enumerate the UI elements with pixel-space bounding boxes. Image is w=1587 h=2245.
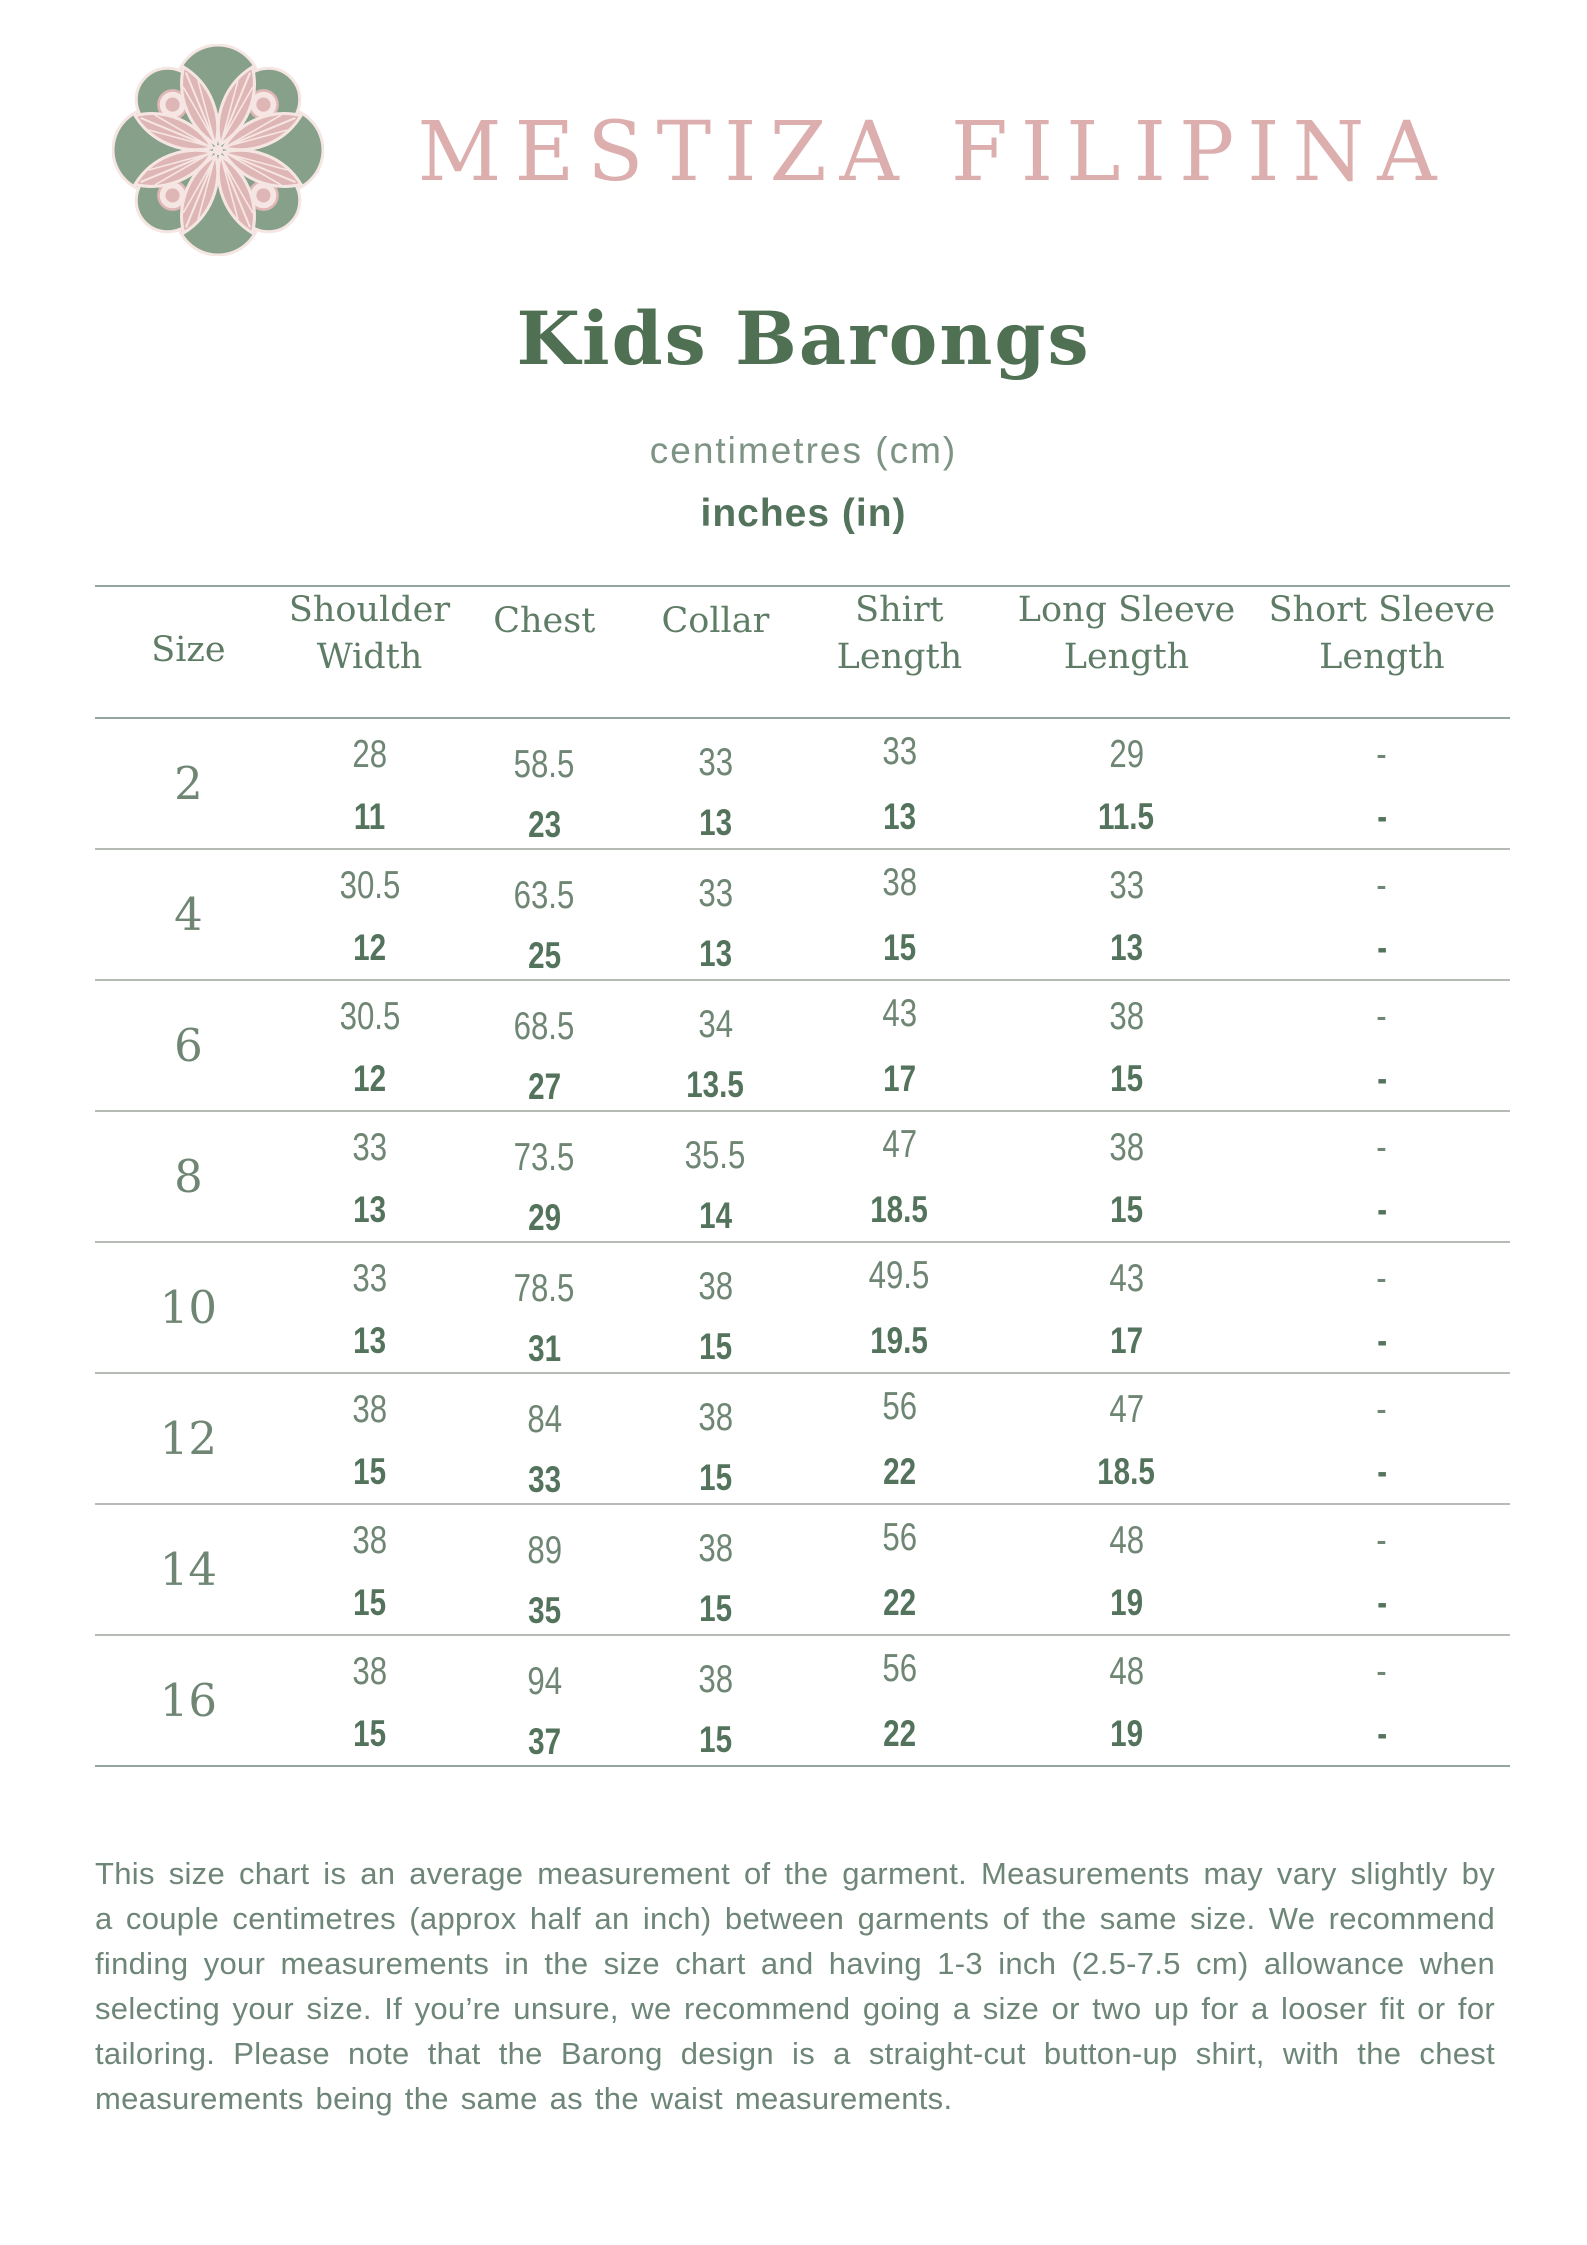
table-row [95,1505,1510,1636]
table-row [95,850,1510,981]
cm-value: - [1376,1650,1388,1693]
measurement-cell [282,1636,457,1765]
measurement-cell [282,719,457,848]
size-value: 2 [174,757,203,810]
table-row [95,1112,1510,1243]
inch-value: 17 [1110,1320,1143,1361]
measurement-cell [631,1505,799,1634]
inch-value: 33 [527,1459,561,1500]
inch-value: - [1376,1713,1387,1754]
cm-value: 33 [1109,864,1144,907]
column-header-size: Size [151,629,226,670]
measurement-cell [457,850,631,979]
column-header-chest: Chest [493,600,596,641]
inch-value: 37 [527,1721,561,1762]
size-value: 4 [174,888,203,941]
footnote-text: This size chart is an average measurement of the garment. Measurements may vary slightly by a couple centimetres (approx half an inch) between garments of the same size. We recommend finding your measurements in the size chart and having 1-3 inch (2.5-7.5 cm) allowance when selecting your size. If you’re unsure, we recommend going a size or two up for a looser fit or for tailoring. Please note that the Barong design is a straight-cut button-up shirt, with the chest measurements being the same as the waist measurements. [95,1856,1495,2116]
inch-value: 22 [882,1451,916,1492]
measurement-cell [999,981,1254,1110]
brand-name: MESTIZA FILIPINA [417,105,1450,200]
inch-value: 17 [882,1058,916,1099]
inch-value: - [1376,796,1387,837]
measurement-cell [1254,1374,1510,1503]
measurement-cell [800,1243,1000,1372]
cm-value: 38 [352,1388,387,1431]
measurement-cell [631,1243,799,1372]
size-table-body [95,719,1510,1767]
cm-value: 48 [1109,1650,1144,1693]
cm-value: 34 [698,1003,733,1046]
cm-value: 56 [882,1385,917,1428]
cm-value: 30.5 [339,864,400,907]
measurement-cell [631,981,799,1110]
measurement-cell [457,1112,631,1241]
cm-value: 38 [698,1658,733,1701]
inch-value: 11.5 [1098,796,1155,837]
inch-value: 13 [353,1320,386,1361]
size-value: 16 [159,1674,218,1727]
inch-value: 27 [527,1066,561,1107]
inch-value: 23 [527,804,561,845]
cm-value: 38 [1109,1126,1144,1169]
table-row [95,981,1510,1112]
cm-value: 35.5 [685,1134,746,1177]
inch-value: 15 [698,1719,732,1760]
cm-value: 38 [1109,995,1144,1038]
measurement-cell [1254,1243,1510,1372]
measurement-cell [800,1374,1000,1503]
inch-value: 18.5 [1097,1451,1156,1492]
inch-value: 22 [882,1582,916,1623]
cm-value: 28 [352,733,387,776]
table-row [95,719,1510,850]
cm-value: 33 [352,1257,387,1300]
measurement-cell [282,1374,457,1503]
measurement-cell [282,1112,457,1241]
inch-value: 18.5 [870,1189,929,1230]
table-row [95,1374,1510,1505]
inch-value: - [1376,1582,1387,1623]
measurement-cell [999,1505,1254,1634]
inch-value: 29 [527,1197,561,1238]
measurement-cell [631,1636,799,1765]
measurement-cell [282,1505,457,1634]
cm-value: 29 [1109,733,1144,776]
inch-value: 15 [698,1588,732,1629]
brand-logo [112,44,324,256]
measurement-cell [1254,1112,1510,1241]
measurement-cell [282,1243,457,1372]
measurement-cell [1254,1636,1510,1765]
cm-value: - [1376,1126,1388,1169]
inch-value: 22 [882,1713,916,1754]
inch-value: - [1376,1320,1387,1361]
size-value: 6 [174,1019,203,1072]
cm-value: 38 [698,1265,733,1308]
column-header-long-sleeve-length: Long Sleeve Length [1017,590,1236,678]
inch-value: 13 [698,933,732,974]
cm-value: 68.5 [513,1005,575,1048]
cm-value: 58.5 [513,743,575,786]
cm-value: 30.5 [339,995,400,1038]
cm-value: - [1376,864,1388,907]
cm-value: 78.5 [513,1267,575,1310]
inch-value: 12 [353,1058,386,1099]
inch-value: 13.5 [686,1064,745,1105]
cm-value: 38 [698,1396,733,1439]
measurement-cell [457,719,631,848]
size-table [95,585,1510,1767]
inch-value: 15 [1110,1058,1143,1099]
inch-value: 13 [353,1189,386,1230]
measurement-cell [282,850,457,979]
cm-value: 49.5 [869,1254,930,1297]
measurement-cell [800,850,1000,979]
inch-value: 19.5 [870,1320,929,1361]
measurement-cell [282,981,457,1110]
inch-value: - [1376,1451,1387,1492]
units-cm-label: centimetres (cm) [649,430,958,471]
table-row [95,1636,1510,1767]
column-header-short-sleeve-length: Short Sleeve Length [1268,590,1496,678]
column-header-collar: Collar [661,600,770,641]
measurement-cell [457,981,631,1110]
cm-value: 38 [352,1650,387,1693]
inch-value: 11 [353,796,386,837]
cm-value: 94 [526,1660,562,1703]
measurement-cell [1254,850,1510,979]
inch-value: 19 [1110,1713,1143,1754]
page-title: Kids Barongs [516,295,1091,382]
inch-value: 15 [1110,1189,1143,1230]
cm-value: 43 [1109,1257,1144,1300]
inch-value: 15 [698,1326,732,1367]
size-table-header [95,585,1510,719]
measurement-cell [1254,1505,1510,1634]
column-header-shoulder-width: Shoulder Width [288,590,451,678]
cm-value: 84 [526,1398,562,1441]
cm-value: - [1376,1257,1388,1300]
measurement-cell [457,1374,631,1503]
measurement-cell [800,1505,1000,1634]
cm-value: 38 [882,861,917,904]
measurement-cell [800,1112,1000,1241]
inch-value: 15 [353,1713,386,1754]
cm-value: 33 [882,730,917,773]
cm-value: 33 [698,872,733,915]
inch-value: 15 [882,927,916,968]
units-inches-label: inches (in) [700,492,907,535]
inch-value: 25 [527,935,561,976]
cm-value: 43 [882,992,917,1035]
table-row [95,1243,1510,1374]
measurement-cell [1254,719,1510,848]
measurement-cell [999,1374,1254,1503]
inch-value: 31 [527,1328,561,1369]
cm-value: 56 [882,1647,917,1690]
column-header-shirt-length: Shirt Length [836,590,963,678]
measurement-cell [631,719,799,848]
measurement-cell [999,1636,1254,1765]
cm-value: 63.5 [513,874,575,917]
inch-value: 13 [698,802,732,843]
size-value: 12 [159,1412,218,1465]
cm-value: - [1376,995,1388,1038]
measurement-cell [631,1112,799,1241]
measurement-cell [457,1505,631,1634]
cm-value: 89 [526,1529,562,1572]
measurement-cell [999,1243,1254,1372]
measurement-cell [1254,981,1510,1110]
inch-value: 13 [1110,927,1143,968]
cm-value: - [1376,1388,1388,1431]
inch-value: 15 [353,1451,386,1492]
measurement-cell [631,850,799,979]
inch-value: - [1376,927,1387,968]
inch-value: 14 [698,1195,732,1236]
inch-value: 19 [1110,1582,1143,1623]
measurement-cell [457,1636,631,1765]
measurement-cell [800,981,1000,1110]
cm-value: 47 [882,1123,917,1166]
inch-value: - [1376,1189,1387,1230]
inch-value: 35 [527,1590,561,1631]
cm-value: 56 [882,1516,917,1559]
measurement-cell [999,719,1254,848]
measurement-cell [457,1243,631,1372]
cm-value: 47 [1109,1388,1144,1431]
cm-value: 48 [1109,1519,1144,1562]
size-value: 8 [174,1150,203,1203]
cm-value: 33 [698,741,733,784]
measurement-cell [800,719,1000,848]
measurement-cell [999,850,1254,979]
measurement-cell [631,1374,799,1503]
inch-value: 12 [353,927,386,968]
inch-value: 15 [353,1582,386,1623]
cm-value: 38 [352,1519,387,1562]
cm-value: - [1376,1519,1388,1562]
inch-value: 13 [882,796,916,837]
cm-value: 38 [698,1527,733,1570]
cm-value: - [1376,733,1388,776]
flower-mandala-icon [112,44,324,256]
size-value: 14 [159,1543,218,1596]
size-value: 10 [159,1281,218,1334]
cm-value: 33 [352,1126,387,1169]
measurement-cell [800,1636,1000,1765]
measurement-cell [999,1112,1254,1241]
inch-value: - [1376,1058,1387,1099]
cm-value: 73.5 [513,1136,575,1179]
inch-value: 15 [698,1457,732,1498]
